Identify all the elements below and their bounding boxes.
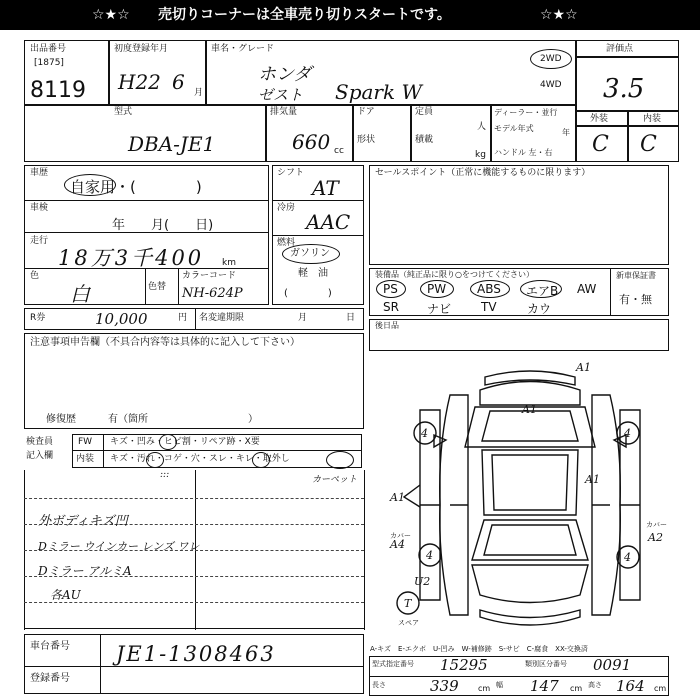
banner-stars-left: ☆★☆ <box>92 7 130 23</box>
length-value: 339 <box>430 677 459 695</box>
model-year-label: モデル年式 <box>494 124 534 133</box>
tire-rl: 4 <box>426 549 433 562</box>
mark-a2: A2 <box>648 531 663 544</box>
mark-wear-circle <box>252 452 270 468</box>
inspector-interior: 内装 <box>76 454 95 464</box>
inspector-label-1: 検査員 <box>26 437 54 447</box>
tax-month-unit: 月 <box>298 313 308 323</box>
score-ext-label: 外装 <box>590 114 609 124</box>
rear-item-label: 後日品 <box>375 321 399 330</box>
door-label: ドア <box>357 107 375 117</box>
color-change-label: 色替 <box>148 282 167 292</box>
recycle-frame <box>24 308 364 330</box>
type-designation-label: 型式指定番号 <box>372 660 414 668</box>
capacity-label: 定員 <box>415 107 434 117</box>
sales-point-frame <box>369 165 669 265</box>
model-code: DBA-JE1 <box>128 132 216 156</box>
registration-number-label: 登録番号 <box>30 673 70 684</box>
fuel-label: 燃料 <box>277 238 296 248</box>
score-int-label: 内装 <box>643 114 662 124</box>
recycle-unit: 円 <box>178 313 188 323</box>
mark-a1-roof: A1 <box>522 403 537 416</box>
mileage-unit: km <box>222 258 236 268</box>
displacement: 660 <box>292 130 331 154</box>
damage-legend: A-キズ E-エクボ U-凹み W-補修跡 S-サビ C-腐食 XX-交換済 <box>370 645 588 653</box>
mark-dirt-circle <box>146 452 164 468</box>
inspector-note: カーペット <box>312 475 358 485</box>
car-model: ゼスト <box>258 86 304 104</box>
tax-label: 名変違期限 <box>199 313 245 323</box>
width-value: 147 <box>530 677 559 695</box>
equip-ps: PS <box>383 282 398 296</box>
ac-value: AAC <box>306 210 351 234</box>
equip-cow: カウ <box>527 302 552 316</box>
ac-label: 冷房 <box>277 203 296 213</box>
equip-aw: AW <box>577 282 597 296</box>
load-label: 積載 <box>415 135 434 145</box>
equip-tv: TV <box>481 300 497 314</box>
equipment-label: 装備品（純正品に限り○をつけてください） <box>375 270 534 279</box>
registration-year: H22 <box>118 70 161 94</box>
displacement-label: 排気量 <box>270 107 298 117</box>
fuel-gas: ガソリン <box>290 248 330 259</box>
sales-point-label: セールスポイント（正常に機能するものに限ります） <box>375 168 591 178</box>
tire-fr: 4 <box>624 427 631 440</box>
lot-sub: [1875] <box>34 58 64 68</box>
note-cover-right: カバー <box>646 521 667 529</box>
note-3: Dミラー アルミA <box>38 564 132 578</box>
car-damage-diagram <box>380 355 680 640</box>
fuel-other: ( ) <box>284 288 332 299</box>
mark-a1-left: A1 <box>390 491 405 504</box>
registration-label: 初度登録年月 <box>114 44 169 54</box>
score-label: 評価点 <box>606 44 634 54</box>
note-1: 外ボディキズ凹 <box>38 514 128 529</box>
color-code: NH-624P <box>182 286 243 301</box>
mileage-label: 走行 <box>30 236 49 246</box>
displacement-unit: cc <box>334 146 344 156</box>
remarks-label: 注意事項申告欄（不具合内容等は具体的に記入して下さい） <box>30 337 300 348</box>
year-unit: 年 <box>562 128 570 137</box>
mark-a1-right: A1 <box>585 473 600 486</box>
capacity-unit: 人 <box>477 122 487 132</box>
handle-label: ハンドル 左・右 <box>494 148 553 157</box>
equip-abs: ABS <box>477 282 501 296</box>
tax-day-unit: 日 <box>346 313 356 323</box>
repair-value: 有（箇所 ） <box>108 414 258 425</box>
inspector-label-2: 記入欄 <box>26 451 54 461</box>
mark-a4: A4 <box>390 538 405 551</box>
lot-label: 出品番号 <box>30 44 67 54</box>
inspector-scribble: ::: <box>160 470 170 480</box>
inspector-fw: FW <box>78 437 93 447</box>
equip-sr: SR <box>383 300 399 314</box>
registration-month-unit: 月 <box>194 88 204 98</box>
shaken-label: 車検 <box>30 203 49 213</box>
spare-tire: T <box>404 597 412 610</box>
tire-fl: 4 <box>421 427 428 440</box>
class-number-label: 類別区分番号 <box>525 660 567 668</box>
mark-dent-circle <box>159 434 177 450</box>
banner-stars-right: ☆★☆ <box>540 7 578 23</box>
note-cover-left: カバー <box>390 532 411 540</box>
history-value: 自家用・( ) <box>70 178 202 196</box>
drive-4wd: 4WD <box>540 80 562 90</box>
height-unit: cm <box>654 684 667 693</box>
model-code-label: 型式 <box>114 107 133 117</box>
color-code-label: カラーコード <box>182 271 237 281</box>
width-unit: cm <box>570 684 583 693</box>
history-label: 車歴 <box>30 168 49 178</box>
width-label: 幅 <box>496 681 503 689</box>
fuel-diesel: 軽 油 <box>298 268 328 279</box>
recycle-amount: 10,000 <box>95 310 148 328</box>
color-value: 白 <box>70 282 90 306</box>
class-number: 0091 <box>593 656 632 674</box>
dealer-label: ディーラー・並行 <box>494 108 558 117</box>
shape-label: 形状 <box>357 135 376 145</box>
score-ext: C <box>592 132 609 157</box>
score-int: C <box>640 132 657 157</box>
recycle-label: R券 <box>30 313 46 323</box>
height-label: 高さ <box>588 681 602 689</box>
chassis-number: JE1-1308463 <box>116 642 276 666</box>
score-value: 3.5 <box>603 74 645 104</box>
note-4: 各AU <box>50 588 81 602</box>
color-label: 色 <box>30 271 40 281</box>
rear-item-frame <box>369 319 669 351</box>
mileage: 18万3千400 <box>58 246 205 270</box>
mark-u2: U2 <box>414 575 431 588</box>
length-label: 長さ <box>372 681 386 689</box>
mark-remove-circle <box>326 451 354 469</box>
inspector-fw-text: キズ・凹み・ヒビ割・リペア跡・X要 <box>110 437 260 447</box>
length-unit: cm <box>478 684 491 693</box>
mark-a1-top: A1 <box>576 361 591 374</box>
warranty-options: 有・無 <box>619 293 652 306</box>
note-2: Dミラー ウインカー レンズ ワレ <box>38 540 200 553</box>
car-grade: Spark W <box>335 80 423 104</box>
car-maker: ホンダ <box>258 64 312 85</box>
equip-navi: ナビ <box>427 302 452 316</box>
load-unit: kg <box>475 150 486 160</box>
lot-number: 8119 <box>30 78 86 103</box>
shaken-value: 年 月( 日) <box>112 218 214 233</box>
car-name-label: 車名・グレード <box>211 44 275 54</box>
auction-banner <box>0 0 700 30</box>
shift-label: シフト <box>277 168 305 178</box>
registration-month: 6 <box>172 70 185 94</box>
chassis-label: 車台番号 <box>30 641 70 652</box>
repair-label: 修復歴 <box>46 414 76 425</box>
shift-value: AT <box>312 176 339 200</box>
spare-label: スペア <box>398 619 419 627</box>
equip-pw: PW <box>427 282 447 296</box>
banner-text: 売切りコーナーは全車売り切りスタートです。 <box>158 7 451 23</box>
equip-airbag: エアB <box>526 284 559 298</box>
height-value: 164 <box>616 677 645 695</box>
drive-2wd: 2WD <box>540 54 562 64</box>
tire-rr: 4 <box>624 551 631 564</box>
inspector-interior-text: キズ・汚れ・コゲ・穴・スレ・キレ・取外し <box>110 454 290 464</box>
type-designation: 15295 <box>440 656 488 674</box>
warranty-label: 新車保証書 <box>616 271 656 280</box>
